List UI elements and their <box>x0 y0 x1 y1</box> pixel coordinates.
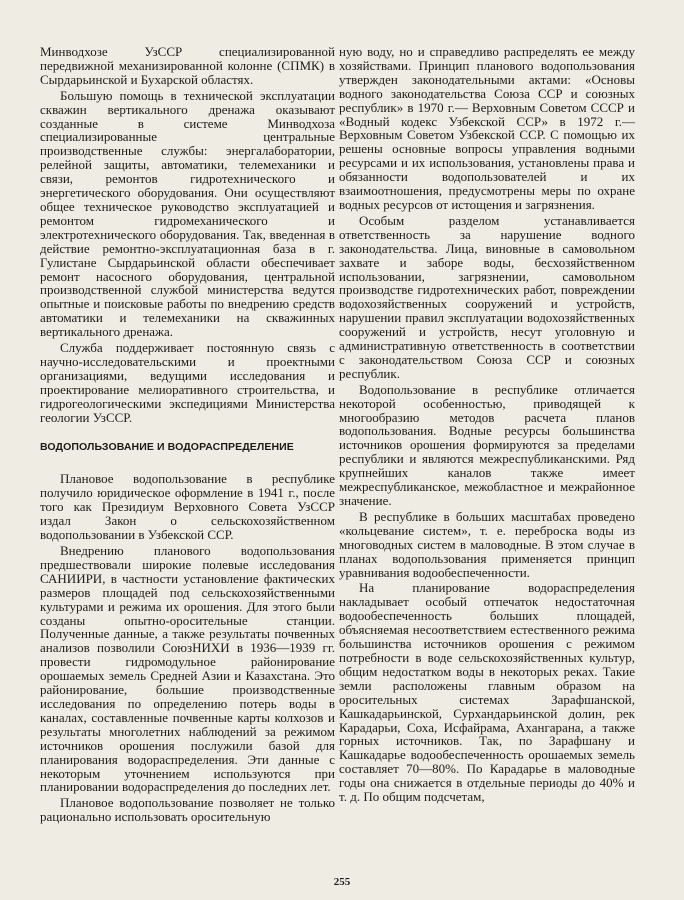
section-heading: ВОДОПОЛЬЗОВАНИЕ И ВОДОРАСПРЕДЕЛЕНИЕ <box>40 441 294 454</box>
paragraph-intro: Минводхозе УзССР специализированной передвижной механизированной колонне (СПМК) в Сырдарьинской и Бухарской областях. <box>40 44 335 87</box>
paragraph-allows: Плановое водопользование позволяет не только рационально использовать оросительную <box>40 795 335 825</box>
paragraph-feature: Водопользование в республике отличается некоторой особенностью, приводящей к многообразию методов расчета планов водопользования. Водные ресурсы большинства источников орошения формируются за пределами республики и являются межреспубликанскими. Ряд крупнейших каналов также имеет межреспубликанское, межобластное и межрайонное значение. <box>339 381 635 508</box>
right-column <box>339 45 635 804</box>
paragraph-ring-systems: В республике в больших масштабах проведено «кольцевание систем», т. е. переброска воды из многоводных систем в маловодные. В этом случае в планах водопользования применяется принцип уравнивания водообеспеченности. <box>339 508 635 580</box>
paragraph-continuation: ную воду, но и справедливо распределять ее между хозяйствами. Принцип планового водопользования утвержден законодательными актами: «Основы водного законодательства Союза ССР и союзных республик» в 1970 г.— Верховным Советом СССР и «Водный кодекс Узбекской ССР» в 1972 г.— Верховным Советом Узбекской ССР. С помощью их решены основные вопросы управления водными ресурсами и их использования, установлены права и обязанности водопользователей и их взаимоотношения, предусмотрены меры по охране водных ресурсов от истощения и загрязнения. <box>339 44 635 212</box>
paragraph-implementation: Внедрению планового водопользования предшествовали широкие полевые исследования САНИИРИ, в частности установление фактических размеров площадей под сельскохозяйственными культурами и режима их орошения. Для этого были созданы опытно-оросительные станции. Полученные данные, а также результаты почвенных анализов позволили СоюзНИХИ в 1936—1939 гг. провести гидромодульное районирование орошаемых земель Средней Азии и Казахстана. Это районирование, большие производственные исследования по определению потерь воды в каналах, составленные почвенные карты колхозов и результаты многолетних наблюдений за режимом источников орошения послужили базой для планирования водораспределения. Эти данные с некоторым уточнением используются при планировании водораспределения до последних лет. <box>40 543 335 795</box>
paragraph-water-supply: На планирование водораспределения накладывает особый отпечаток недостаточная водообеспеченность больших площадей, объясняемая несоответствием естественного режима большинства источников орошения с режимом потребности в воде сельскохозяйственных культур, общим недостатком воды в некоторых реках. Такие земли расположены главным образом на оросительных системах Зарафшанской, Кашкадарьинской, Сурхандарьинской долин, рек Карадарьи, Соха, Исфайрама, Ахангарана, а также горных источников. Так, по Зарафшану и Кашкадарье водообеспеченность орошаемых земель составляет 70—80%. По Карадарье в маловодные годы она снижается в отдельные периоды до 40% и т. д. По общим подсчетам, <box>339 580 635 805</box>
paragraph-planned-use: Плановое водопользование в республике получило юридическое оформление в 1941 г., после того как Президиум Верховного Совета УзССР издал Закон о сельскохозяйственном водопользовании в Узбекской ССР. <box>40 471 335 543</box>
paragraph-technical-help: Большую помощь в технической эксплуатации скважин вертикального дренажа оказывают созданные в системе Минводхоза специализированные центральные производственные службы: энергалаборатории, релейной защиты, автоматики, телемеханики и связи, ремонтов гидротехнического и энергетического оборудования. Они осуществляют общее техническое руководство эксплуатацией и ремонтом гидромеханического и электротехнического оборудования. Так, введенная в действие ремонтно-эксплуатационная база в г. Гулистане Сырдарьинской области обеспечивает ремонт насосного оборудования, центральной производственной службой министерства ведутся опытные и поисковые работы по внедрению средств автоматики и телемеханики на скважинных вертикального дренажа. <box>40 87 335 340</box>
paragraph-responsibility: Особым разделом устанавливается ответственность за нарушение водного законодательства. Лица, виновные в самовольном захвате и заборе воды, бесхозяйственном использовании, загрязнении, самовольном производстве гидротехнических работ, повреждении водохозяйственных сооружений и устройств, нарушении правил эксплуатации водохозяйственных сооружений и устройств, несут уголовную и административную ответственность в соответствии с законодательством Союза ССР и союзных республик. <box>339 212 635 381</box>
paragraph-service: Служба поддерживает постоянную связь с научно-исследовательскими и проектными организациями, ведущими исследования и проектирование мелиоративного строительства, и гидрогеологическими экспедициями Министерства геологии УзССР. <box>40 340 335 425</box>
page-number: 255 <box>333 876 351 888</box>
left-column <box>40 45 335 824</box>
